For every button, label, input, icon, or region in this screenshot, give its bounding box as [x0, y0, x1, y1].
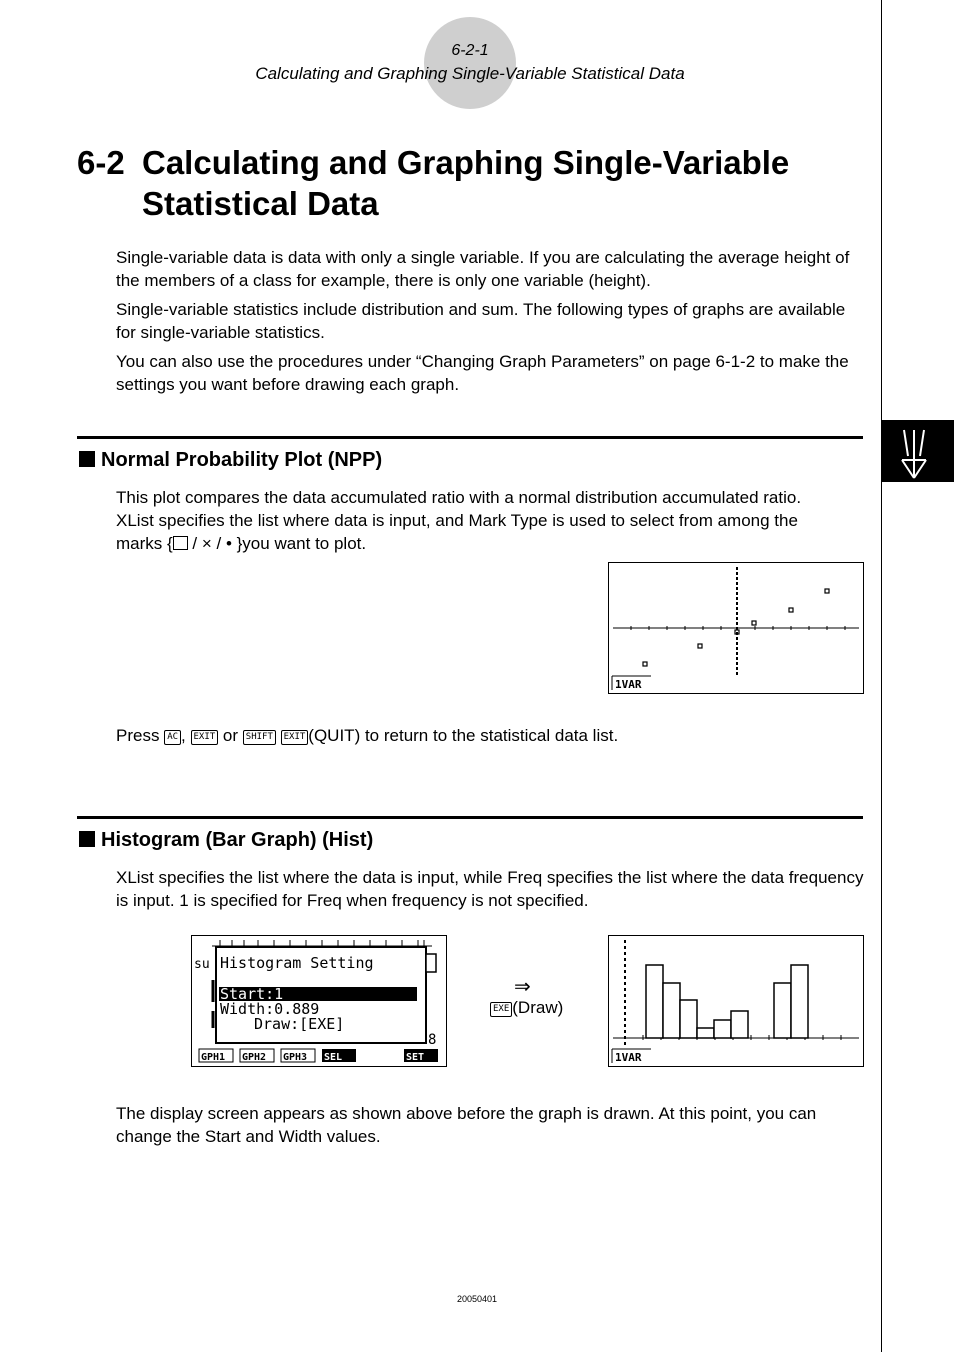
page-number: 6-2-1	[451, 42, 489, 59]
running-title: Calculating and Graphing Single-Variable Statistical Data	[255, 64, 685, 83]
press-text: Press	[116, 726, 160, 745]
npp-screen-label: 1VAR	[615, 678, 642, 691]
hist-screen-label: 1VAR	[615, 1051, 642, 1064]
dialog-digit: 8	[428, 1032, 437, 1048]
intro-paragraph-2: Single-variable statistics include distribution and sum. The following types of graphs are available for single-variable statistics.	[116, 300, 846, 342]
npp-desc-line3-pre: marks {	[116, 534, 173, 553]
next-arrow-icon: ⇒	[514, 976, 531, 998]
section-rule-npp	[77, 436, 863, 439]
section-number: 6-2	[77, 144, 125, 181]
fkey-set[interactable]: SET	[406, 1052, 425, 1063]
fkey-sel[interactable]: SEL	[324, 1052, 343, 1063]
header-circle-decoration	[424, 17, 516, 109]
fkey-gph3[interactable]: GPH3	[283, 1052, 308, 1063]
footer-code: 20050401	[456, 1294, 498, 1304]
chapter-tab	[882, 420, 954, 482]
hist-note: The display screen appears as shown above before the graph is drawn. At this point, you can change the Start and Width values.	[116, 1104, 817, 1146]
histogram-plot	[609, 936, 863, 1066]
exe-key-icon: EXE	[490, 1002, 512, 1017]
npp-press-line: Press AC , EXIT or SHIFT EXIT (QUIT) to return to the statistical data list.	[116, 726, 619, 745]
page-title-line1: Calculating and Graphing Single-Variable	[142, 144, 790, 181]
fkey-gph2[interactable]: GPH2	[242, 1052, 267, 1063]
or-text: or	[222, 726, 239, 745]
section-heading-npp	[79, 449, 382, 472]
npp-desc-line2: XList specifies the list where data is input, and Mark Type is used to select from among the	[116, 511, 798, 530]
npp-desc-line3-post: / × / • }you want to plot.	[187, 534, 367, 553]
npp-desc-line1: This plot compares the data accumulated ratio with a normal distribution accumulated ratio.	[116, 488, 802, 507]
hist-setting-dialog	[192, 936, 446, 1066]
square-mark-icon	[173, 536, 188, 550]
npp-heading-text: Normal Probability Plot (NPP)	[101, 449, 383, 471]
exit-key-icon: EXIT	[191, 730, 219, 745]
ac-key-icon: AC	[164, 730, 181, 745]
histogram-graph-screen	[608, 935, 864, 1067]
intro-paragraph-1: Single-variable data is data with only a single variable. If you are calculating the average height of the members of a class for example, there is only one variable (height).	[116, 248, 850, 290]
dialog-draw-field[interactable]: Draw:[EXE]	[254, 1015, 345, 1033]
margin-rule	[881, 0, 882, 1352]
page-title-line2: Statistical Data	[142, 185, 379, 222]
npp-graph-screen	[608, 562, 864, 694]
hist-heading-text: Histogram (Bar Graph) (Hist)	[101, 829, 374, 851]
dialog-width-field[interactable]: Width:0.889	[220, 1000, 320, 1018]
intro-paragraph-3: You can also use the procedures under “Changing Graph Parameters” on page 6-1-2 to make the settings you want before drawing each graph.	[116, 352, 849, 394]
exit-key-icon-2: EXIT	[281, 730, 309, 745]
dialog-start-field[interactable]: Start:1	[220, 985, 284, 1003]
press-post-text: (QUIT) to return to the statistical data list.	[308, 726, 619, 745]
stat-chapter-icon	[882, 420, 954, 482]
dialog-title: Histogram Setting	[220, 954, 374, 972]
square-bullet-icon	[79, 451, 95, 467]
section-rule-hist	[77, 816, 863, 819]
npp-plot	[609, 563, 863, 693]
npp-description	[116, 486, 868, 555]
histogram-setting-screen	[191, 935, 447, 1067]
draw-label: (Draw)	[512, 998, 564, 1017]
square-bullet-icon-2	[79, 831, 95, 847]
draw-instruction	[490, 998, 563, 1018]
hist-description: XList specifies the list where the data is input, while Freq specifies the list where the data frequency is input. 1 is specified for Freq when frequency is not specified.	[116, 868, 864, 910]
fkey-gph1[interactable]: GPH1	[201, 1052, 226, 1063]
hist-left-fragment: su	[194, 957, 210, 972]
section-heading-hist	[79, 829, 373, 852]
shift-key-icon: SHIFT	[243, 730, 276, 745]
npp-desc-line3	[116, 532, 868, 555]
